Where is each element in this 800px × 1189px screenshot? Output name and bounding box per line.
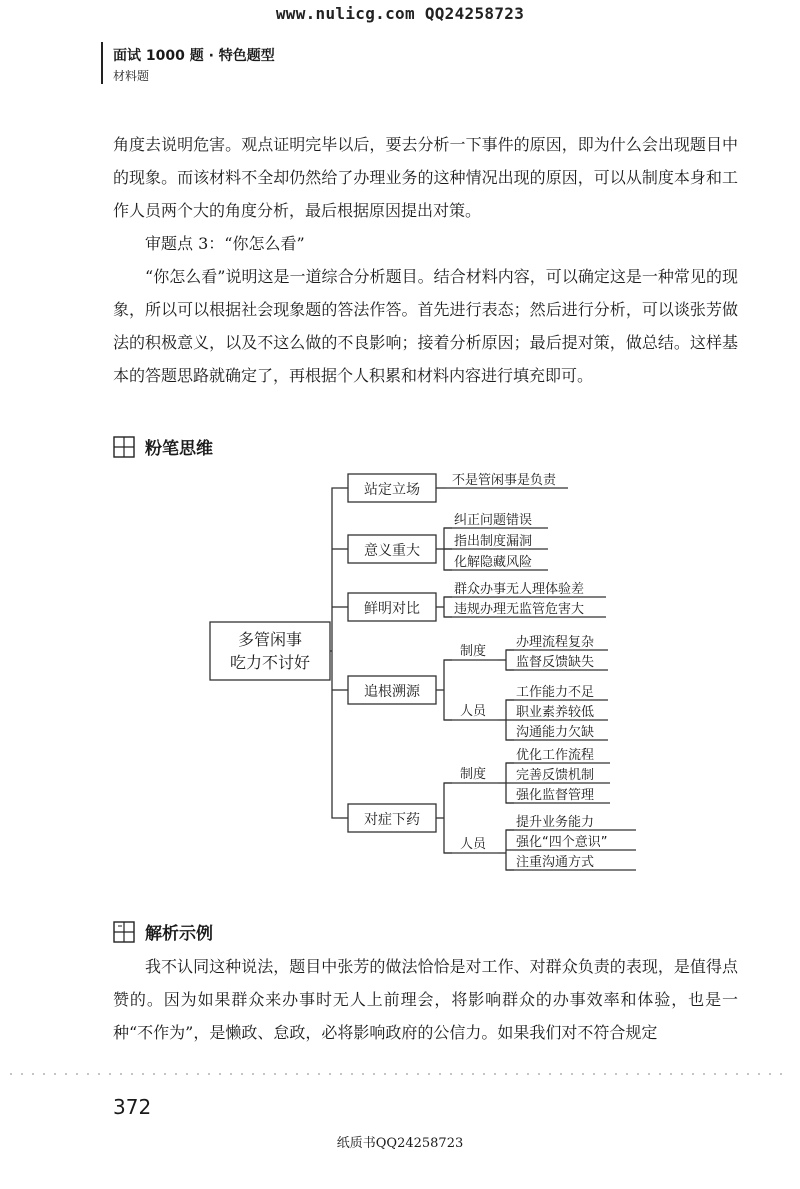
- branch-significance: 意义重大: [364, 543, 420, 559]
- leaf: 沟通能力欠缺: [516, 725, 595, 740]
- leaf: 强化监督管理: [516, 788, 595, 803]
- leaf: 强化“四个意识”: [516, 835, 608, 850]
- section-title: 粉笔思维: [145, 439, 213, 459]
- leaf: 职业素养较低: [516, 705, 595, 720]
- paragraph-example: 我不认同这种说法，题目中张芳的做法恰恰是对工作、对群众负责的表现，是值得点赞的。因为如果群众来办事时无人上前理会，将影响群众的办事效率和体验，也是一种“不作为”，是懒政、怠政，必将影响政府的公信力。如果我们对不符合规定: [113, 957, 738, 1042]
- leaf: 办理流程复杂: [516, 635, 595, 650]
- paragraph-intro: 角度去说明危害。观点证明完毕以后，要去分析一下事件的原因，即为什么会出现题目中的现象。而该材料不全却仍然给了办理业务的这种情况出现的原因，可以从制度本身和工作人员两个大的角度分析，最后根据原因提出对策。: [113, 135, 738, 220]
- branch-solutions: 对症下药: [364, 812, 420, 828]
- leaf: 违规办理无监管危害大: [454, 602, 585, 617]
- section-icon: [113, 921, 135, 943]
- leaf: 化解隐藏风险: [454, 555, 533, 570]
- root-line1: 多管闲事: [237, 630, 303, 649]
- leaf: 纠正问题错误: [454, 513, 533, 528]
- leaf: 完善反馈机制: [516, 768, 595, 783]
- branch-stance: 站定立场: [364, 482, 420, 498]
- leaf: 指出制度漏洞: [454, 534, 533, 549]
- top-watermark: www.nulicg.com QQ24258723: [275, 4, 525, 23]
- chapter-subtitle: 材料题: [113, 69, 150, 83]
- bottom-watermark: 纸质书QQ24258723: [336, 1136, 464, 1151]
- branch-contrast: 鲜明对比: [364, 601, 420, 617]
- leaf: 注重沟通方式: [516, 855, 595, 870]
- root-line2: 吃力不讨好: [229, 653, 311, 672]
- section-title: 解析示例: [145, 924, 213, 944]
- review-point-3: 审题点 3：“你怎么看”: [145, 234, 305, 253]
- leaf: 不是管闲事是负责: [452, 473, 557, 488]
- book-title: 面试 1000 题 · 特色题型: [113, 48, 275, 64]
- leaf: 群众办事无人理体验差: [454, 582, 585, 597]
- sub-institution: 制度: [460, 644, 487, 659]
- leaf: 监督反馈缺失: [516, 655, 595, 670]
- page-number: 372: [113, 1095, 152, 1119]
- paragraph-analysis: “你怎么看”说明这是一道综合分析题目。结合材料内容，可以确定这是一种常见的现象，所以可以根据社会现象题的答法作答。首先进行表态；然后进行分析，可以谈张芳做法的积极意义，以及不这么做的不良影响；接着分析原因；最后提对策，做总结。这样基本的答题思路就确定了，再根据个人积累和材料内容进行填充即可。: [113, 267, 738, 385]
- sub-personnel: 人员: [460, 837, 487, 852]
- scan-dots: [0, 1072, 800, 1076]
- sub-personnel: 人员: [460, 704, 487, 719]
- branch-causes: 追根溯源: [364, 684, 420, 700]
- leaf: 工作能力不足: [516, 685, 595, 700]
- spine: [332, 488, 340, 818]
- sub-institution: 制度: [460, 767, 487, 782]
- leaf: 提升业务能力: [516, 815, 595, 830]
- leaf: 优化工作流程: [516, 748, 595, 763]
